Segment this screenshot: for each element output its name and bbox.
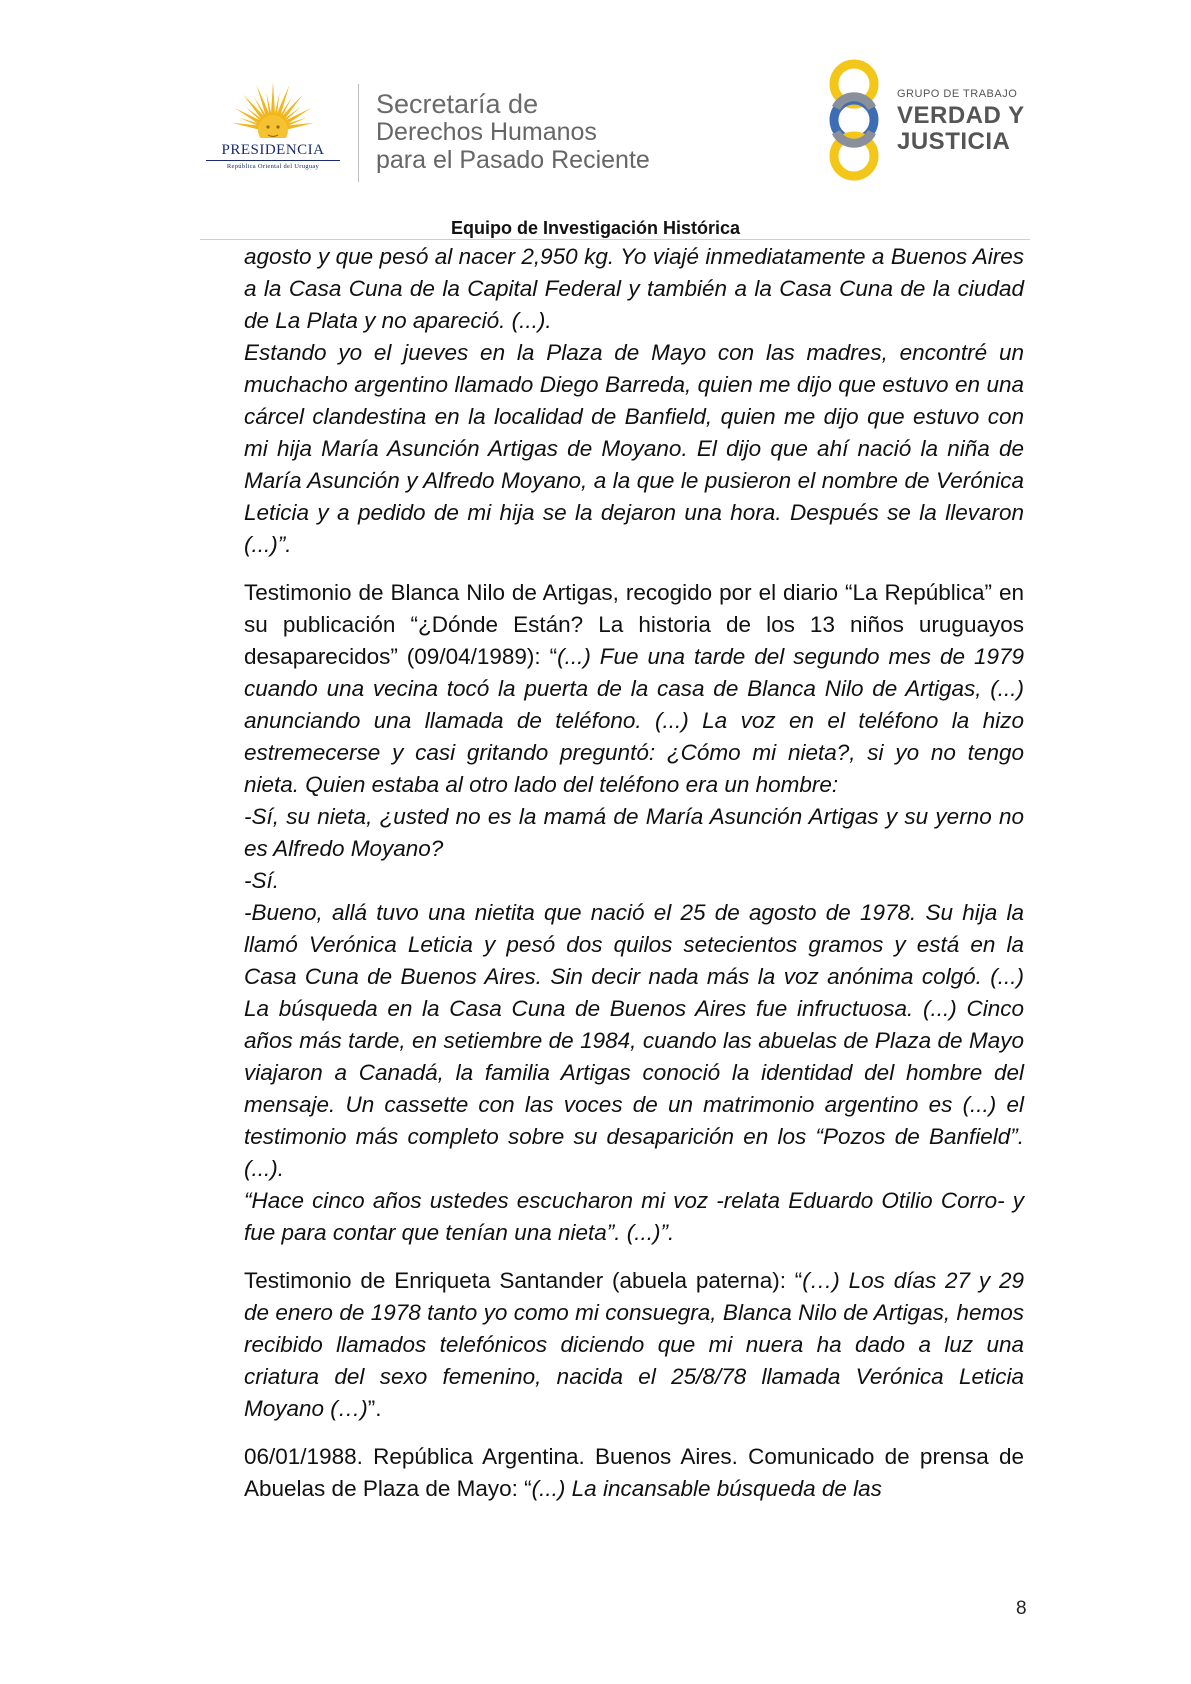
paragraph-1-text: agosto y que pesó al nacer 2,950 kg. Yo viajé inmediatamente a Buenos Aires a la Casa Cuna de la Capital Federal y también a la Casa Cuna de la ciudad de La Plata y no apareció. (...). (244, 244, 1024, 333)
paragraph-7 (244, 1185, 1024, 1249)
paragraph-4 (244, 801, 1024, 865)
paragraph-6 (244, 897, 1024, 1185)
rings-emblem-icon (822, 58, 892, 188)
paragraph-8-quote: (…) Los días 27 y 29 de enero de 1978 tanto yo como mi consuegra, Blanca Nilo de Artigas, hemos recibido llamados telefónicos diciendo que mi nuera ha dado a luz una criatura del sexo femenino, nacida el 25/8/78 llamada Verónica Leticia Moyano (…) (244, 1268, 1024, 1421)
paragraph-2 (244, 337, 1024, 561)
paragraph-3 (244, 577, 1024, 801)
secretaria-title (376, 90, 650, 174)
paragraph-6-text: -Bueno, allá tuvo una nietita que nació el 25 de agosto de 1978. Su hija la llamó Verónica Leticia y pesó dos quilos setecientos gramos y está en la Casa Cuna de Buenos Aires. Sin decir nada más la voz anónima colgó. (...) La búsqueda en la Casa Cuna de Buenos Aires fue infructuosa. (...) Cinco años más tarde, en setiembre de 1984, cuando las abuelas de Plaza de Mayo viajaron a Canadá, la familia Artigas conoció la identidad del hombre del mensaje. Un cassette con las voces de un matrimonio argentino es (...) el testimonio más completo sobre su desaparición en los “Pozos de Banfield”. (...). (244, 900, 1024, 1181)
presidencia-logo (198, 80, 348, 180)
gt-title-line-2: JUSTICIA (897, 128, 1011, 155)
paragraph-9 (244, 1441, 1024, 1505)
secretaria-line-2: Derechos Humanos (376, 118, 597, 146)
team-heading: Equipo de Investigación Histórica (450, 218, 741, 238)
paragraph-8-end: ”. (367, 1396, 382, 1421)
paragraph-5-text: -Sí. (244, 868, 280, 893)
paragraph-7-text: “Hace cinco años ustedes escucharon mi voz -relata Eduardo Otilio Corro- y fue para contar que tenían una nieta”. (...)”. (244, 1188, 1024, 1245)
presidencia-rule (206, 160, 340, 161)
presidencia-subtitle: República Oriental del Uruguay (226, 163, 320, 170)
paragraph-3-quote: (...) Fue una tarde del segundo mes de 1979 cuando una vecina tocó la puerta de la casa de Blanca Nilo de Artigas, (...) anunciando una llamada de teléfono. (...) La voz en el teléfono la hizo estremecerse y casi gritando preguntó: ¿Cómo mi nieta?, si yo no tengo nieta. Quien estaba al otro lado del teléfono era un hombre: (244, 644, 1024, 797)
paragraph-3-intro: Testimonio de Blanca Nilo de Artigas, recogido por el diario “La República” en su publicación “¿Dónde Están? La historia de los 13 niños uruguayos desaparecidos” (09/04/1989): “ (244, 580, 1024, 669)
gt-subtitle: GRUPO DE TRABAJO (897, 88, 1018, 100)
secretaria-line-3: para el Pasado Reciente (376, 146, 650, 174)
presidencia-wordmark: PRESIDENCIA (221, 142, 325, 158)
paragraph-9-quote: (...) La incansable búsqueda de las (531, 1476, 882, 1501)
gt-title-line-1: VERDAD Y (897, 102, 1025, 129)
paragraph-8 (244, 1265, 1024, 1425)
paragraph-4-text: -Sí, su nieta, ¿usted no es la mamá de María Asunción Artigas y su yerno no es Alfredo Moyano? (244, 804, 1024, 861)
paragraph-9-intro: 06/01/1988. República Argentina. Buenos Aires. Comunicado de prensa de Abuelas de Plaza de Mayo: “ (244, 1444, 1024, 1501)
paragraph-5 (244, 865, 1024, 897)
header-rule (200, 239, 1030, 240)
secretaria-line-1: Secretaría de (376, 89, 539, 119)
paragraph-1 (244, 241, 1024, 337)
page-number: 8 (1016, 1598, 1027, 1619)
document-body (244, 241, 1024, 1505)
page-header (0, 0, 1191, 240)
verdad-justicia-logo (822, 58, 1025, 188)
paragraph-8-intro: Testimonio de Enriqueta Santander (abuela paterna): “ (244, 1268, 803, 1293)
paragraph-2-text: Estando yo el jueves en la Plaza de Mayo con las madres, encontré un muchacho argentino llamado Diego Barreda, quien me dijo que estuvo en una cárcel clandestina en la localidad de Banfield, quien me dijo que estuvo con mi hija María Asunción Artigas de Moyano. El dijo que ahí nació la niña de María Asunción y Alfredo Moyano, a la que le pusieron el nombre de Verónica Leticia y a pedido de mi hija se la dejaron una hora. Después se la llevaron (...)”. (244, 340, 1024, 557)
header-divider (358, 84, 359, 182)
